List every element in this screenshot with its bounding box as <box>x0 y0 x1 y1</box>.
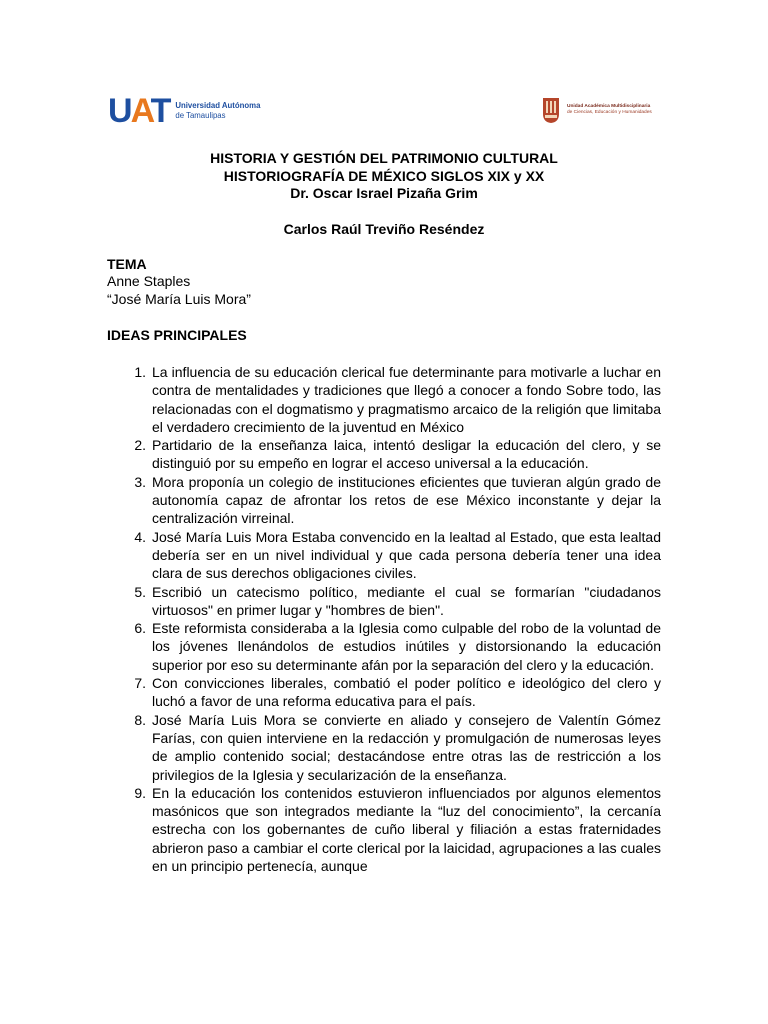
ideas-heading: IDEAS PRINCIPALES <box>107 327 247 343</box>
list-item-text: José María Luis Mora Estaba convencido en la lealtad al Estado, que esta lealtad debería ser en un nivel individual y que cada persona debería tener una idea clara de sus derechos obligaciones civiles. <box>152 528 661 582</box>
list-item <box>124 674 661 711</box>
document-title <box>0 150 768 203</box>
list-item-number: 4. <box>134 528 146 545</box>
tema-subject: “José María Luis Mora” <box>107 291 251 307</box>
list-item <box>124 528 661 583</box>
list-item-text: Con convicciones liberales, combatió el poder político e ideológico del clero y luchó a favor de una reforma educativa para el país. <box>152 675 661 710</box>
list-item-number: 5. <box>134 583 146 600</box>
list-item <box>124 436 661 473</box>
shield-emblem-icon <box>541 96 561 124</box>
list-item-number: 1. <box>134 364 146 380</box>
ideas-list <box>124 363 661 875</box>
uamcedh-logo <box>541 96 652 124</box>
uamcedh-logo-line1: Unidad Académica Multidisciplinaria <box>567 104 651 110</box>
uat-logo-line1: Universidad Autónoma <box>175 101 261 110</box>
list-item-number: 9. <box>134 784 146 801</box>
student-name: Carlos Raúl Treviño Reséndez <box>283 221 485 237</box>
uat-logo-line2: de Tamaulipas <box>175 111 226 120</box>
list-item-number: 7. <box>134 675 146 692</box>
uamcedh-logo-text <box>567 104 652 115</box>
list-item-text: Partidario de la enseñanza laica, intentó desligar la educación del clero, y se distinguió por su empeño en lograr el acceso universal a la educación. <box>152 437 661 472</box>
list-item-text: Escribió un catecismo político, mediante el cual se formarían "ciudadanos virtuosos" en primer lugar y "hombres de bien". <box>152 583 661 618</box>
subject-title: HISTORIOGRAFÍA DE MÉXICO SIGLOS XIX y XX <box>223 167 545 184</box>
list-item-number: 2. <box>134 437 146 454</box>
list-item-number: 3. <box>134 473 146 490</box>
list-item <box>124 363 661 436</box>
tema-heading: TEMA <box>107 256 147 272</box>
uat-logo-text <box>175 101 260 121</box>
list-item-text: En la educación los contenidos estuvieron influenciados por algunos elementos masónicos que son integrados mediante la “luz del conocimiento”, la cercanía estrecha con los gobernantes de cuño liberal y filiación a estas fraternidades abrieron paso a cambiar el corte clerical por la laicidad, agrupaciones a las cuales en un principio pertenecía, aunque <box>152 784 661 875</box>
uat-logo-mark: UAT <box>108 92 170 130</box>
list-item-text: José María Luis Mora se convierte en aliado y consejero de Valentín Gómez Farías, con quien interviene en la redacción y promulgación de numerosas leyes de amplio contenido social; destacándose entre otras las de restricción a los privilegios de la Iglesia y secularización de la enseñanza. <box>152 711 661 783</box>
list-item-number: 8. <box>134 711 146 728</box>
list-item-text: Mora proponía un colegio de instituciones eficientes que tuvieran algún grado de autonomía capaz de afrontar los retos de ese México inconstante y dejar la centralización virreinal. <box>152 473 661 527</box>
professor-name: Dr. Oscar Israel Pizaña Grim <box>290 185 478 201</box>
list-item-text: Este reformista consideraba a la Iglesia como culpable del robo de la voluntad de los jóvenes llenándolos de estudios inútiles y distorsionando la educación superior por eso su determinante afán por la separación del clero y la educación. <box>152 620 661 673</box>
list-item <box>124 784 661 875</box>
course-title: HISTORIA Y GESTIÓN DEL PATRIMONIO CULTURAL <box>210 150 558 166</box>
tema-author: Anne Staples <box>107 273 191 289</box>
list-item-text: La influencia de su educación clerical fue determinante para motivarle a luchar en contra de mentalidades y tradiciones que llegó a conocer a fondo Sobre todo, las relacionadas con el dogmatismo y pragmatismo arcaico de la religión que limitaba el verdadero crecimiento de la juventud en México <box>152 364 661 435</box>
list-item <box>124 583 661 620</box>
list-item-number: 6. <box>134 620 146 637</box>
list-item <box>124 473 661 528</box>
list-item <box>124 619 661 674</box>
list-item <box>124 711 661 784</box>
uat-logo <box>108 94 260 128</box>
uamcedh-logo-line2: de Ciencias, Educación y Humanidades <box>567 110 652 115</box>
